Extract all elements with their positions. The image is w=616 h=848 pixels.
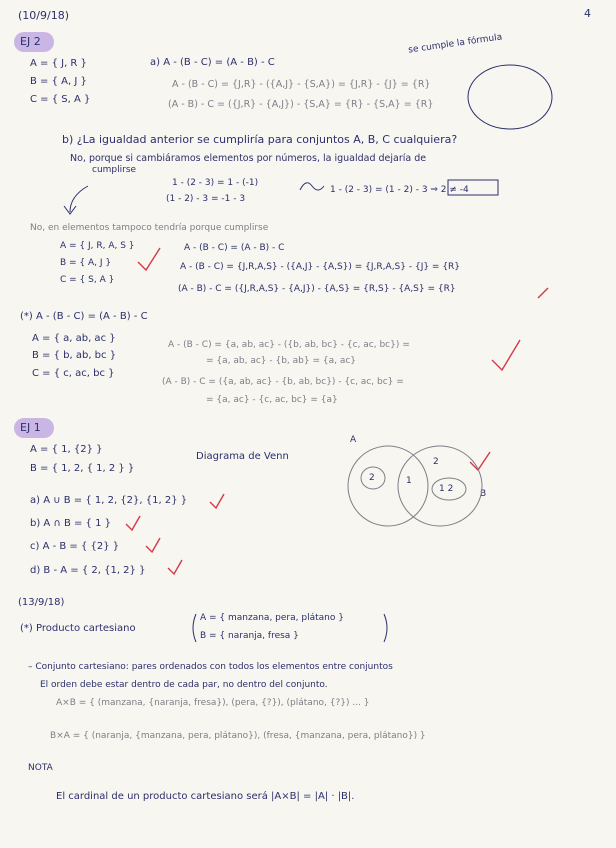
product-axb: A×B = { (manzana, {naranja, fresa}), (pera, {?}), (plátano, {?}) ... }: [56, 698, 370, 708]
counterexample-header: A - (B - C) = (A - B) - C: [184, 243, 285, 253]
arrow-mark: [70, 186, 88, 212]
venn-element-2: 2: [433, 457, 439, 467]
set-b2: B = { A, J }: [60, 258, 112, 268]
star-line2: = {a, ab, ac} - {b, ab} = {a, ac}: [206, 356, 357, 366]
check-mark: [538, 288, 548, 298]
page-number: 4: [584, 7, 591, 20]
venn-element-set2: 2: [369, 473, 375, 483]
ej2-label: EJ 2: [20, 35, 41, 48]
part-b-question: b) ¿La igualdad anterior se cumpliría para conjuntos A, B, C cualquiera?: [62, 133, 458, 146]
counterexample-line1: A - (B - C) = {J,R,A,S} - ({A,J} - {A,S}) = {J,R,A,S} - {J} = {R}: [180, 262, 461, 272]
brace-mark: [384, 614, 387, 642]
numeric-example-2: (1 - 2) - 3 = -1 - 3: [166, 194, 246, 204]
result-a-minus-b: c) A - B = { {2} }: [30, 541, 120, 552]
set1-a: A = { 1, {2} }: [30, 444, 103, 455]
set-a2: A = { J, R, A, S }: [60, 241, 135, 251]
set-b: B = { A, J }: [30, 76, 87, 87]
product-set-b: B = { naranja, fresa }: [200, 631, 299, 641]
set1-b: B = { 1, 2, { 1, 2 } }: [30, 463, 135, 474]
venn-element-1: 1: [406, 476, 412, 486]
check-mark: [210, 494, 224, 508]
part-b-answer-elements: No, en elementos tampoco tendría porque cumplirse: [30, 223, 269, 233]
venn-title: Diagrama de Venn: [196, 451, 289, 462]
date-heading: (10/9/18): [18, 9, 69, 22]
brace-mark: [193, 614, 196, 642]
venn-set-a: [348, 446, 428, 526]
part-a-header: a) A - (B - C) = (A - B) - C: [150, 57, 275, 68]
star-set-a: A = { a, ab, ac }: [32, 333, 116, 344]
set-c2: C = { S, A }: [60, 275, 115, 285]
note-label: NOTA: [28, 763, 53, 773]
cardinal-note: El cardinal de un producto cartesiano será |A×B| = |A| · |B|.: [56, 791, 355, 802]
venn-label-b: B: [480, 489, 487, 499]
result-union: a) A ∪ B = { 1, 2, {2}, {1, 2} }: [30, 495, 188, 506]
results-circle: [468, 65, 552, 129]
set-c: C = { S, A }: [30, 94, 91, 105]
ej1-label: EJ 1: [20, 421, 41, 434]
result-intersection: b) A ∩ B = { 1 }: [30, 518, 111, 529]
product-title: (*) Producto cartesiano: [20, 623, 136, 634]
counterexample-line2: (A - B) - C = ({J,R,A,S} - {A,J}) - {A,S} = {R,S} - {A,S} = {R}: [178, 284, 456, 294]
definition-line2: El orden debe estar dentro de cada par, no dentro del conjunto.: [40, 680, 328, 690]
result-b-minus-a: d) B - A = { 2, {1, 2} }: [30, 565, 146, 576]
product-set-a: A = { manzana, pera, plátano }: [200, 613, 344, 623]
set-a: A = { J, R }: [30, 58, 87, 69]
part-b-answer-line2: cumplirse: [92, 165, 137, 175]
part-b-answer-line1: No, porque si cambiáramos elementos por números, la igualdad dejaría de: [70, 153, 427, 164]
numeric-example-1: 1 - (2 - 3) = 1 - (-1): [172, 178, 259, 188]
star-header: (*) A - (B - C) = (A - B) - C: [20, 311, 148, 322]
check-mark: [492, 340, 520, 370]
check-mark: [470, 452, 490, 470]
date-heading-2: (13/9/18): [18, 597, 65, 608]
star-line3: (A - B) - C = ({a, ab, ac} - {b, ab, bc}) - {c, ac, bc} =: [162, 377, 404, 387]
part-a-line2: (A - B) - C = ({J,R} - {A,J}) - {S,A} = {R} - {S,A} = {R}: [168, 99, 434, 110]
product-bxa: B×A = { (naranja, {manzana, pera, plátano}), (fresa, {manzana, pera, plátano}) }: [50, 731, 426, 741]
numeric-conclusion: 1 - (2 - 3) = (1 - 2) - 3 ⇒ 2 ≠ -4: [330, 185, 469, 195]
venn-element-set12: 1 2: [439, 484, 454, 494]
star-set-c: C = { c, ac, bc }: [32, 368, 115, 379]
check-mark: [168, 560, 182, 574]
star-line4: = {a, ac} - {c, ac, bc} = {a}: [206, 395, 338, 405]
venn-label-a: A: [350, 435, 357, 445]
star-line1: A - (B - C) = {a, ab, ac} - ({b, ab, bc} - {c, ac, bc}) =: [168, 340, 410, 350]
check-mark: [146, 538, 160, 552]
star-set-b: B = { b, ab, bc }: [32, 350, 117, 361]
definition-line1: – Conjunto cartesiano: pares ordenados con todos los elementos entre conjuntos: [28, 662, 393, 672]
check-mark: [126, 516, 140, 530]
part-a-line1: A - (B - C) = {J,R} - ({A,J} - {S,A}) = {J,R} - {J} = {R}: [172, 79, 431, 90]
formula-note: se cumple la fórmula: [407, 32, 503, 56]
bracket-mark: [300, 183, 324, 190]
check-mark: [138, 248, 160, 270]
